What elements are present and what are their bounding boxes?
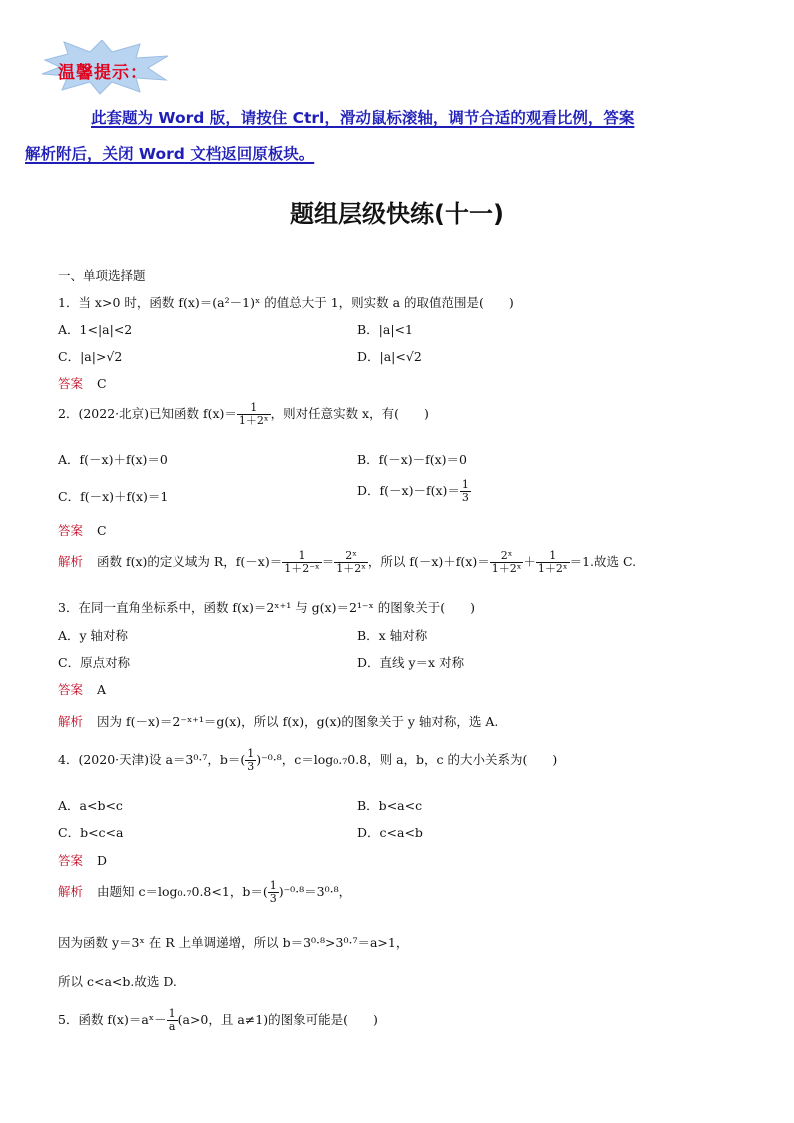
fraction-numerator: 1	[168, 1007, 176, 1020]
fraction-numerator: 2ˣ	[334, 550, 368, 563]
q1-option-b: B．|a|<1	[357, 322, 413, 337]
fraction-numerator: 1	[237, 402, 271, 415]
q3-analysis	[58, 712, 498, 730]
q4-analysis	[58, 880, 351, 905]
q3-option-c: C．原点对称	[58, 655, 131, 670]
q5-stem-fraction	[167, 1008, 178, 1033]
q2-stem-post: ，则对任意实数 x，有( )	[270, 406, 429, 421]
analysis-fraction	[268, 880, 279, 905]
q1-stem: 1．当 x>0 时，函数 f(x)＝(a²－1)ˣ 的值总大于 1，则实数 a 的取值范围是( )	[58, 295, 514, 310]
q3-option-b: B．x 轴对称	[357, 628, 428, 643]
q4-stem-fraction	[245, 748, 256, 773]
q1-option-d: D．|a|<√2	[357, 349, 422, 364]
analysis-fraction	[334, 550, 368, 575]
q3-answer	[58, 680, 106, 698]
q3-option-a: A．y 轴对称	[58, 628, 129, 643]
analysis-fraction	[282, 550, 321, 575]
q4-option-d: D．c<a<b	[357, 825, 423, 840]
q4-stem-post: )⁻⁰·⁸，c＝log₀.₇0.8，则 a，b，c 的大小关系为( )	[256, 752, 558, 767]
q4-option-c: C．b<c<a	[58, 825, 124, 840]
fraction-denominator: 1＋2⁻ˣ	[284, 562, 320, 575]
analysis-label: 解析	[58, 714, 84, 729]
fraction-denominator: 3	[247, 760, 255, 773]
analysis-fraction	[490, 550, 524, 575]
answer-value: D	[97, 853, 108, 868]
notice-text	[25, 100, 748, 172]
answer-label: 答案	[58, 376, 84, 391]
q2-option-c: C．f(－x)＋f(x)＝1	[58, 489, 169, 504]
notice-line-2: 解析附后，关闭 Word 文档返回原板块。	[25, 145, 315, 163]
answer-label: 答案	[58, 682, 84, 697]
fraction-numerator: 2ˣ	[490, 550, 524, 563]
fraction-denominator: 1＋2ˣ	[238, 414, 269, 427]
q2-option-a: A．f(－x)＋f(x)＝0	[58, 452, 168, 467]
q4-option-b: B．b<a<c	[357, 798, 423, 813]
analysis-text: ＋	[523, 554, 536, 569]
fraction-numerator: 1	[269, 879, 277, 892]
q5-stem-pre: 5．函数 f(x)＝aˣ－	[58, 1012, 167, 1027]
analysis-label: 解析	[58, 554, 84, 569]
q4-answer	[58, 851, 107, 869]
q2-analysis	[58, 550, 636, 575]
analysis-fraction	[536, 550, 570, 575]
page-title: 题组层级快练(十一)	[290, 200, 504, 228]
fraction-numerator: 1	[461, 478, 469, 491]
notice-title: 温馨提示：	[58, 63, 148, 83]
fraction-denominator: 1＋2ˣ	[537, 562, 568, 575]
q3-stem: 3．在同一直角坐标系中，函数 f(x)＝2ˣ⁺¹ 与 g(x)＝2¹⁻ˣ 的图象关于( )	[58, 600, 476, 615]
q1-option-a: A．1<|a|<2	[58, 322, 133, 337]
q2-answer	[58, 521, 107, 539]
q4-option-a: A．a<b<c	[58, 798, 123, 813]
answer-label: 答案	[58, 523, 84, 538]
answer-value: C	[97, 523, 107, 538]
analysis-text: 函数 f(x)的定义域为 R，f(－x)＝	[97, 554, 283, 569]
fraction-numerator: 1	[536, 550, 570, 563]
q2-stem	[58, 402, 429, 427]
q2-option-d-text: D．f(－x)－f(x)＝	[357, 483, 460, 498]
q2-option-d-fraction	[460, 479, 471, 504]
q4-stem	[58, 748, 557, 773]
q4-stem-pre: 4．(2020·天津)设 a＝3⁰·⁷，b＝(	[58, 752, 246, 767]
q1-option-c: C．|a|>√2	[58, 349, 123, 364]
q1-answer	[58, 374, 107, 392]
q5-stem-post: (a>0，且 a≠1)的图象可能是( )	[177, 1012, 378, 1027]
q5-stem	[58, 1008, 378, 1033]
q2-option-b: B．f(－x)－f(x)＝0	[357, 452, 467, 467]
q2-option-d	[357, 479, 471, 504]
section-heading: 一、单项选择题	[58, 268, 146, 283]
fraction-denominator: 1＋2ˣ	[336, 562, 366, 575]
answer-label: 答案	[58, 853, 84, 868]
analysis-label: 解析	[58, 884, 84, 899]
q2-stem-pre: 2．(2022·北京)已知函数 f(x)＝	[58, 406, 237, 421]
analysis-text: 由题知 c＝log₀.₇0.8<1，b＝(	[97, 884, 268, 899]
fraction-numerator: 1	[247, 747, 255, 760]
q4-analysis-line-2: 因为函数 y＝3ˣ 在 R 上单调递增，所以 b＝3⁰·⁸>3⁰·⁷＝a>1，	[58, 935, 409, 950]
analysis-text: ，所以 f(－x)＋f(x)＝	[367, 554, 490, 569]
fraction-denominator: 3	[269, 892, 277, 905]
answer-value: A	[97, 682, 107, 697]
analysis-text: )⁻⁰·⁸＝3⁰·⁸，	[278, 884, 352, 899]
fraction-denominator: 3	[461, 491, 469, 504]
notice-line-1: 此套题为 Word 版，请按住 Ctrl，滑动鼠标滚轴，调节合适的观看比例，答案	[91, 109, 635, 127]
q2-stem-fraction	[237, 402, 271, 427]
analysis-text: ＝	[321, 554, 335, 569]
fraction-denominator: a	[168, 1020, 176, 1033]
q3-option-d: D．直线 y＝x 对称	[357, 655, 465, 670]
analysis-text: 因为 f(－x)＝2⁻ˣ⁺¹＝g(x)，所以 f(x)，g(x)的图象关于 y 轴对称，选 A.	[97, 714, 499, 729]
fraction-denominator: 1＋2ˣ	[491, 562, 522, 575]
q4-analysis-line-3: 所以 c<a<b.故选 D.	[58, 974, 177, 989]
analysis-text: ＝1.故选 C.	[569, 554, 637, 569]
answer-value: C	[97, 376, 107, 391]
fraction-numerator: 1	[282, 550, 321, 563]
